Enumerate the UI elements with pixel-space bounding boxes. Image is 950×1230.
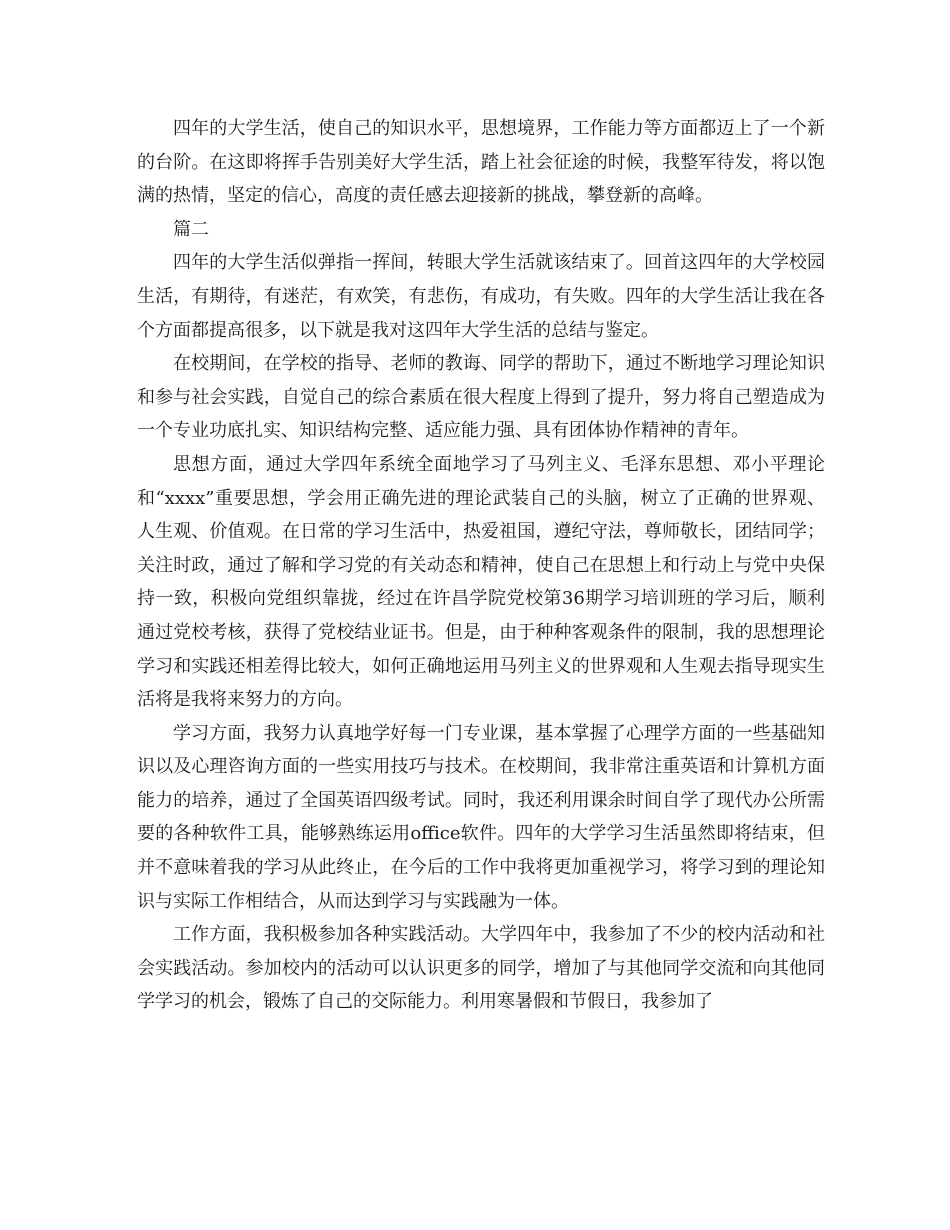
paragraph-ideology: 思想方面，通过大学四年系统全面地学习了马列主义、毛泽东思想、邓小平理论和“xxxx”重要思想，学会用正确先进的理论武装自己的头脑，树立了正确的世界观、人生观、价值观。在日常的学习生活中，热爱祖国，遵纪守法，尊师敬长，团结同学；关注时政，通过了解和学习党的有关动态和精神，使自己在思想上和行动上与党中央保持一致，积极向党组织靠拢，经过在许昌学院党校第36期学习培训班的学习后，顺利通过党校考核，获得了党校结业证书。但是，由于种种客观条件的限制，我的思想理论学习和实践还相差得比较大，如何正确地运用马列主义的世界观和人生观去指导现实生活将是我将来努力的方向。 [137,453,825,711]
document-body [137,112,825,1019]
paragraph-overview: 四年的大学生活似弹指一挥间，转眼大学生活就该结束了。回首这四年的大学校园生活，有期待，有迷茫，有欢笑，有悲伤，有成功，有失败。四年的大学生活让我在各个方面都提高很多，以下就是我对这四年大学生活的总结与鉴定。 [137,252,825,341]
paragraph-work: 工作方面，我积极参加各种实践活动。大学四年中，我参加了不少的校内活动和社会实践活动。参加校内的活动可以认识更多的同学，增加了与其他同学交流和向其他同学学习的机会，锻炼了自己的交际能力。利用寒暑假和节假日，我参加了 [137,924,825,1013]
paragraph-school-period: 在校期间，在学校的指导、老师的教诲、同学的帮助下，通过不断地学习理论知识和参与社会实践，自觉自己的综合素质在很大程度上得到了提升，努力将自己塑造成为一个专业功底扎实、知识结构完整、适应能力强、具有团体协作精神的青年。 [137,353,825,442]
paragraph-intro-summary: 四年的大学生活，使自己的知识水平，思想境界，工作能力等方面都迈上了一个新的台阶。在这即将挥手告别美好大学生活，踏上社会征途的时候，我整军待发，将以饱满的热情，坚定的信心，高度的责任感去迎接新的挑战，攀登新的高峰。 [137,118,825,207]
section-heading: 篇二 [173,218,209,240]
paragraph-study: 学习方面，我努力认真地学好每一门专业课，基本掌握了心理学方面的一些基础知识以及心理咨询方面的一些实用技巧与技术。在校期间，我非常注重英语和计算机方面能力的培养，通过了全国英语四级考试。同时，我还利用课余时间自学了现代办公所需要的各种软件工具，能够熟练运用office软件。四年的大学学习生活虽然即将结束，但并不意味着我的学习从此终止，在今后的工作中我将更加重视学习，将学习到的理论知识与实际工作相结合，从而达到学习与实践融为一体。 [137,722,825,912]
